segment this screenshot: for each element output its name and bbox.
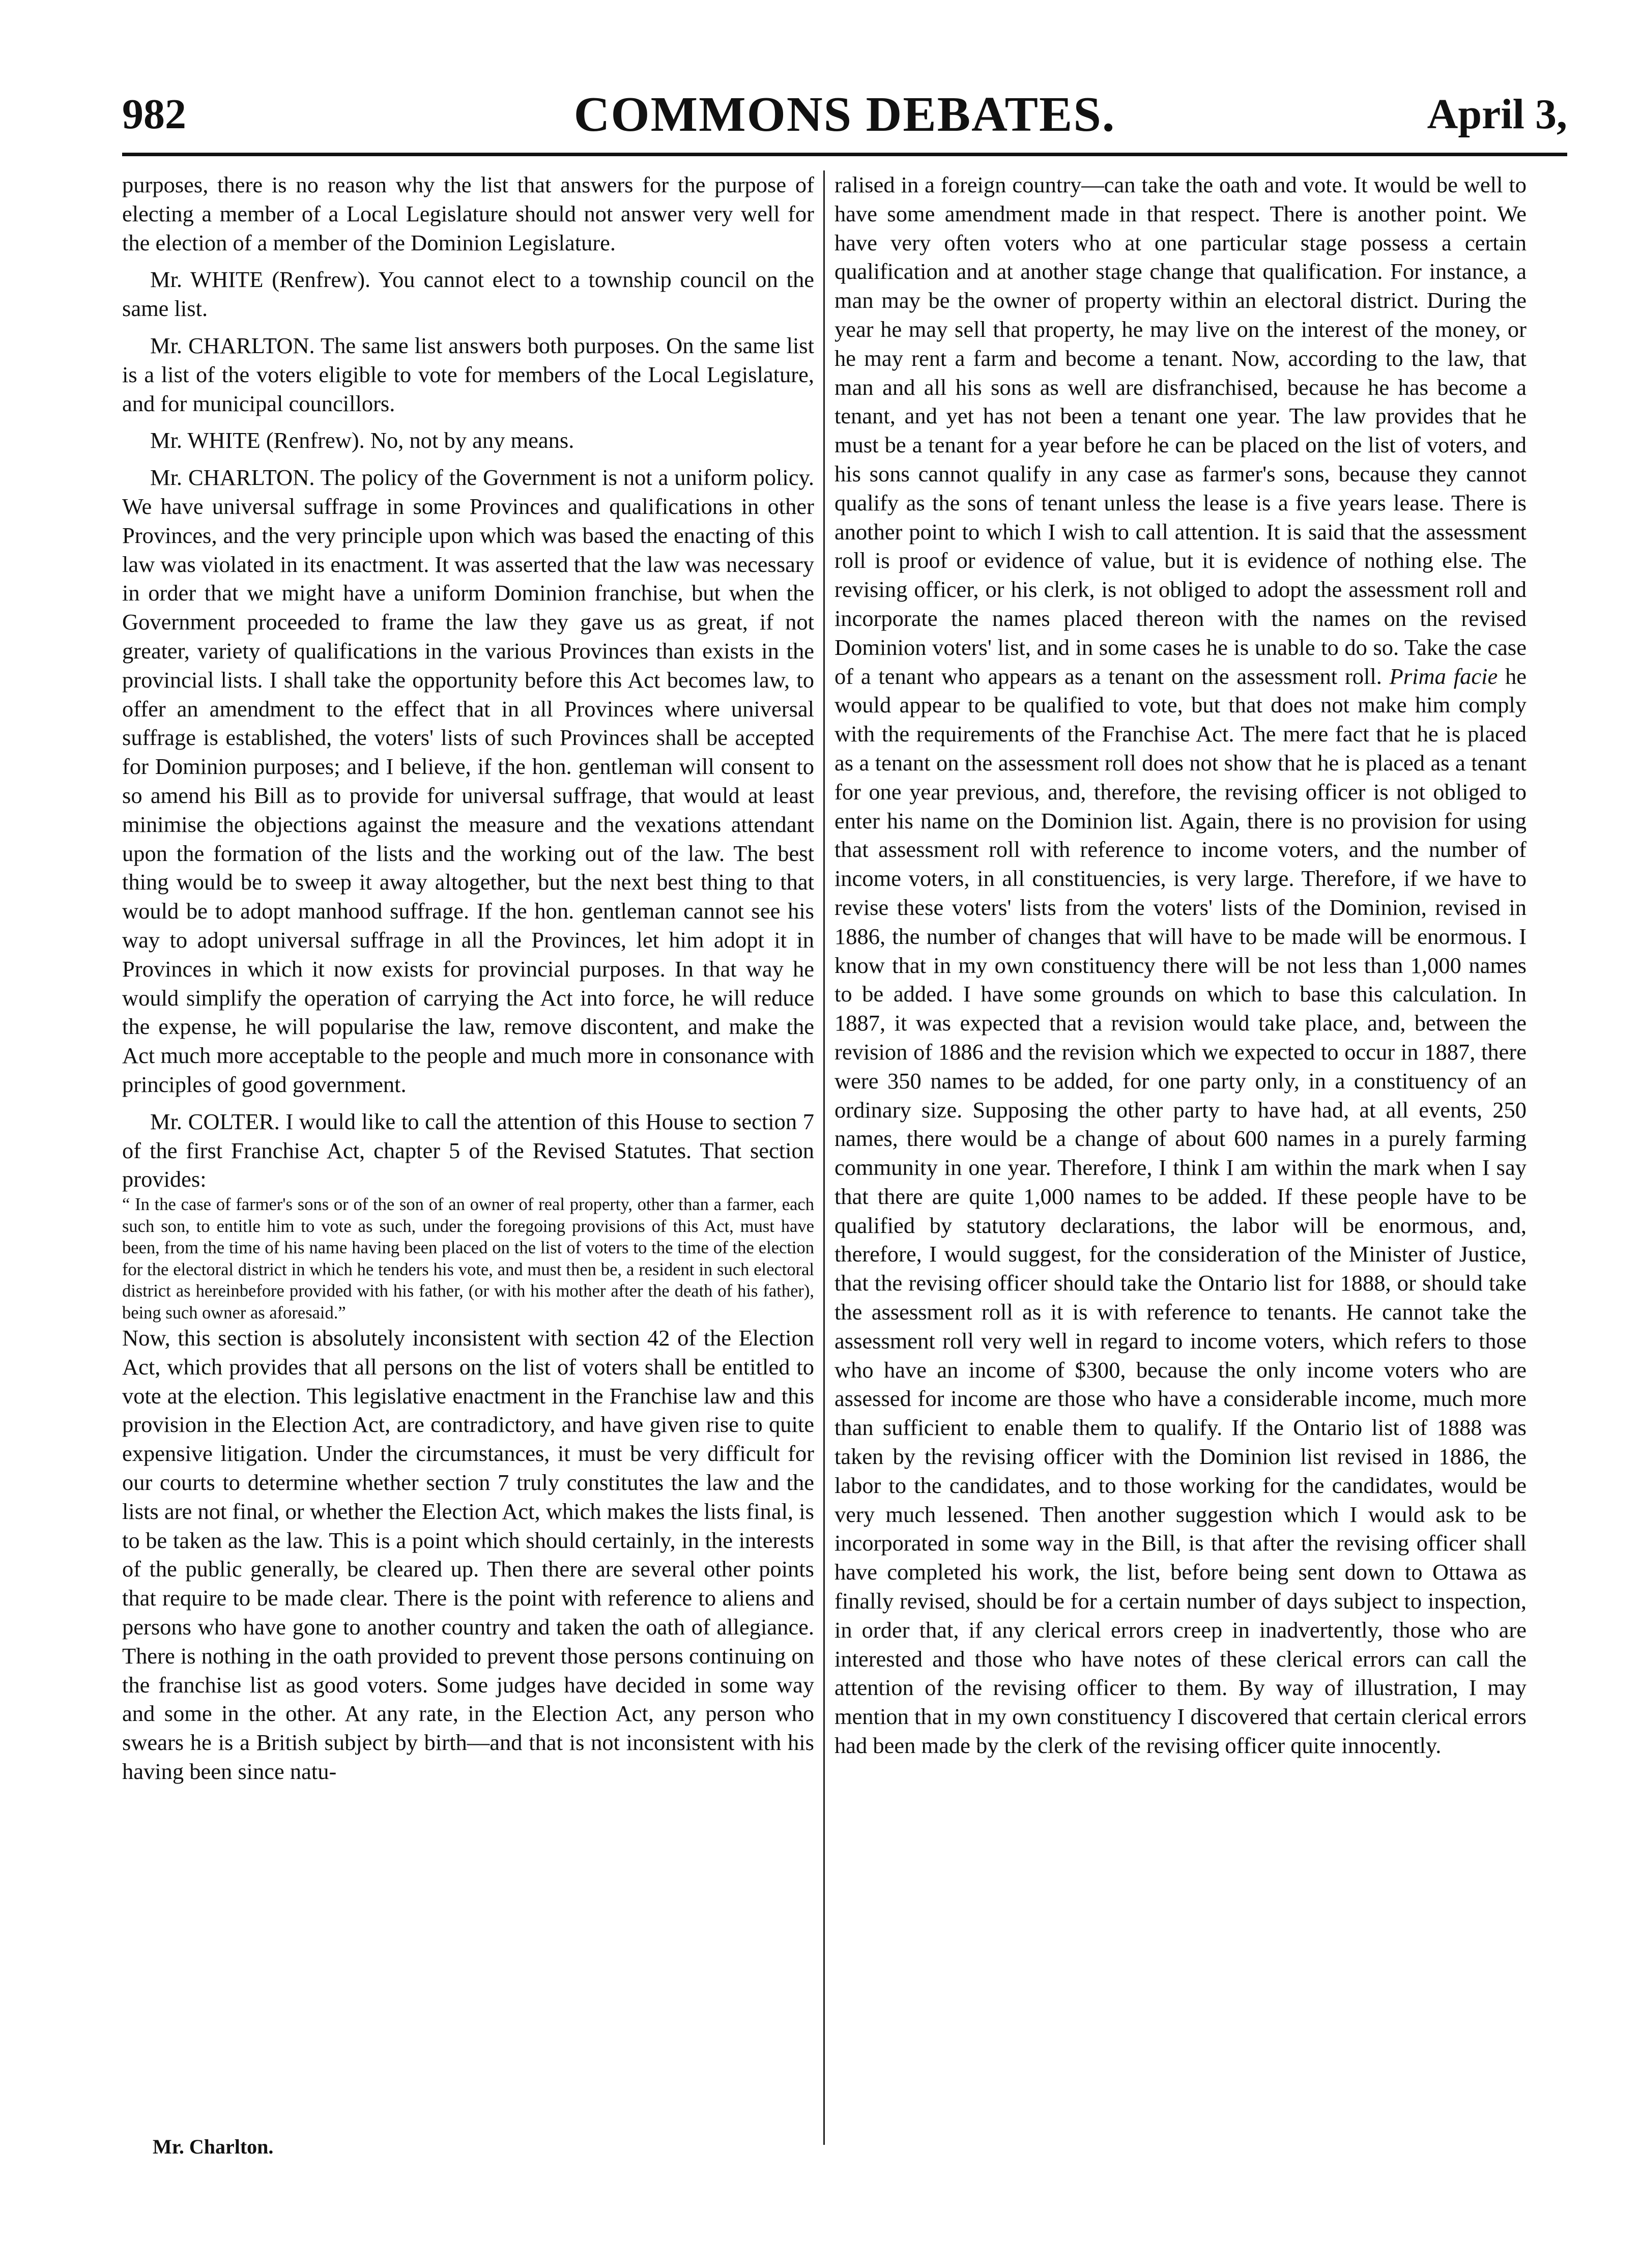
speaker-name: Mr. CHARLTON. xyxy=(150,332,315,358)
speaker-name: Mr. COLTER. xyxy=(150,1108,280,1134)
paragraph xyxy=(122,265,814,323)
page-date: April 3, xyxy=(1427,91,1567,138)
page-header xyxy=(122,81,1567,148)
paragraph xyxy=(122,463,814,1099)
page-number: 982 xyxy=(122,91,186,138)
paragraph: purposes, there is no reason why the list that answers for the purpose of electing a member of a Local Legislature should not answer very well for the election of a member of the Dominion Legislature. xyxy=(122,172,814,255)
paragraph xyxy=(122,426,814,455)
speech-text: No, not by any means. xyxy=(370,427,574,453)
paragraph: Now, this section is absolutely inconsistent with section 42 of the Election Act, which provides that all persons on the list of voters shall be entitled to vote at the election. This legislative enactment in the Franchise law and this provision in the Election Act, are contradictory, and have given rise to quite expensive litigation. Under the circumstances, it must be very difficult for our courts to determine whether section 7 truly constitutes the law and the lists are not final, or whether the Election Act, which makes the lists final, is to be taken as the law. This is a point which should certainly, in the interests of the public generally, be cleared up. Then there are several other points that require to be made clear. There is the point with reference to aliens and persons who have gone to another country and taken the oath of allegiance. There is nothing in the oath provided to prevent those persons continuing on the franchise list as good voters. Some judges have decided in some way and some in the other. At any rate, in the Election Act, any person who swears he is a British subject by birth—and that is not inconsistent with his having been since natu- xyxy=(122,1325,814,1785)
italic-phrase: Prima facie xyxy=(1389,663,1498,689)
column-divider xyxy=(823,170,825,2145)
paragraph xyxy=(122,331,814,418)
speech-text: The same list answers both purposes. On the same list is a list of the voters eligible to vote for members of the Local Legislature, and for municipal councillors. xyxy=(122,332,814,416)
speech-text: ralised in a foreign country—can take the oath and vote. It would be well to have some amendment made in that respect. There is another point. We have very often voters who at one particular stage possess a certain qualification and at another stage change that qualification. For instance, a man may be the owner of property within an electoral district. During the year he may sell that property, he may live on the interest of the money, or he may rent a farm and become a tenant. Now, according to the law, that man and all his sons as well are disfranchised, because he has become a tenant, and yet has not been a tenant one year. The law provides that he must be a tenant for a year before he can be placed on the list of voters, and his sons cannot qualify in any case as farmer's sons, because they cannot qualify as the sons of tenant unless the lease is a five years lease. There is another point to which I wish to call attention. It is said that the assessment roll is proof or evidence of value, but it is evidence of nothing else. The revising officer, or his clerk, is not obliged to adopt the assessment roll and incorporate the names placed thereon with the names on the revised Dominion voters' list, and in some cases he is unable to do so. Take the case of a tenant who appears as a tenant on the assessment roll. xyxy=(834,172,1527,689)
speech-text: You cannot elect to a township council on the same list. xyxy=(122,267,814,322)
speaker-name: Mr. CHARLTON. xyxy=(150,465,315,491)
speaker-name: Mr. WHITE (Renfrew). xyxy=(150,427,365,453)
speech-text: he would appear to be qualified to vote, but that does not make him comply with the requirements of the Franchise Act. The mere fact that he is placed as a tenant on the assessment roll does not show that he is placed as a tenant for one year previous, and, therefore, the revising officer is not obliged to enter his name on the Dominion list. Again, there is no provision for using that assessment roll with reference to income voters, and the number of income voters, in all constituencies, is very large. Therefore, if we have to revise these voters' lists from the voters' lists of the Dominion, revised in 1886, the number of changes that will have to be made will be enormous. I know that in my own constituency there will be not less than 1,000 names to be added. I have some grounds on which to base this calculation. In 1887, it was expected that a revision would take place, and, between the revision of 1886 and the revision which we expected to occur in 1887, there were 350 names to be added, for one party only, in a constituency of an ordinary size. Supposing the other party to have had, at all events, 250 names, there would be a change of about 600 names in a purely farming community in one year. Therefore, I think I am within the mark when I say that there are quite 1,000 names to be added. If these people have to be qualified by statutory declarations, the labor will be enormous, and, therefore, I would suggest, for the consideration of the Minister of Justice, that the revising officer should take the Ontario list for 1888, or should take the assessment roll as it is with reference to tenants. He cannot take the assessment roll very well in regard to income voters, which refers to those who have an income of $300, because the only income voters who are assessed for income are those who have a considerable income, much more than sufficient to enable them to qualify. If the Ontario list of 1888 was taken by the revising officer with the Dominion list revised in 1886, the labor to the candidates, and to those working for the candidates, would be very much lessened. Then another suggestion which I would ask to be incorporated in some way in the Bill, is that after the revising officer shall have completed his work, the list, before being sent down to Ottawa as finally revised, should be for a certain number of days subject to inspection, in order that, if any clerical errors creep in inadvertently, those who are interested and those who have notes of these clerical errors can call the attention of the revising officer to them. By way of illustration, I may mention that in my own constituency I discovered that certain clerical errors had been made by the clerk of the revising officer quite innocently. xyxy=(834,663,1527,1759)
speech-text: The policy of the Government is not a uniform policy. We have universal suffrage in some Provinces and qualifications in other Provinces, and the very principle upon which was based the enacting of this law was violated in its enactment. It was asserted that the law was necessary in order that we might have a uniform Dominion franchise, but when the Government proceeded to frame the law they gave us as great, if not greater, variety of qualifications in the various Provinces than exists in the provincial lists. I shall take the opportunity before this Act becomes law, to offer an amendment to the effect that in all Provinces where universal suffrage is established, the voters' lists of such Provinces shall be accepted for Dominion purposes; and I believe, if the hon. gentleman will consent to so amend his Bill as to provide for universal suffrage, that would at least minimise the objections against the measure and the vexations attendant upon the formation of the lists and the working out of the law. The best thing would be to sweep it away altogether, but the next best thing to that would be to adopt manhood suffrage. If the hon. gentleman cannot see his way to adopt universal suffrage in all the Provinces, let him adopt it in Provinces in which it now exists for provincial purposes. In that way he would simplify the operation of carrying the Act into force, he will reduce the expense, he will popularise the law, remove discontent, and make the Act much more acceptable to the people and much more in consonance with principles of good government. xyxy=(122,465,814,1097)
header-rule xyxy=(122,153,1567,156)
running-footer: Mr. Charlton. xyxy=(153,2135,274,2158)
paragraph xyxy=(834,170,1527,1760)
paragraph xyxy=(122,1107,814,1194)
speech-text: I would like to call the attention of this House to section 7 of the first Franchise Act, chapter 5 of the Revised Statutes. That section provides: xyxy=(122,1108,814,1192)
statute-quote: “ In the case of farmer's sons or of the son of an owner of real property, other than a farmer, each such son, to entitle him to vote as such, under the foregoing provisions of this Act, must have been, from the time of his name having been placed on the list of voters to the time of the election for the electoral district in which he tenders his vote, and must then be, a resident in such electoral district as hereinbefore provided with his father, (or with his mother after the death of his father), being such owner as aforesaid.” xyxy=(122,1195,814,1323)
right-column xyxy=(834,170,1527,2130)
speaker-name: Mr. WHITE (Renfrew). xyxy=(150,267,371,293)
page-title: COMMONS DEBATES. xyxy=(573,87,1116,142)
left-column xyxy=(122,170,814,2130)
